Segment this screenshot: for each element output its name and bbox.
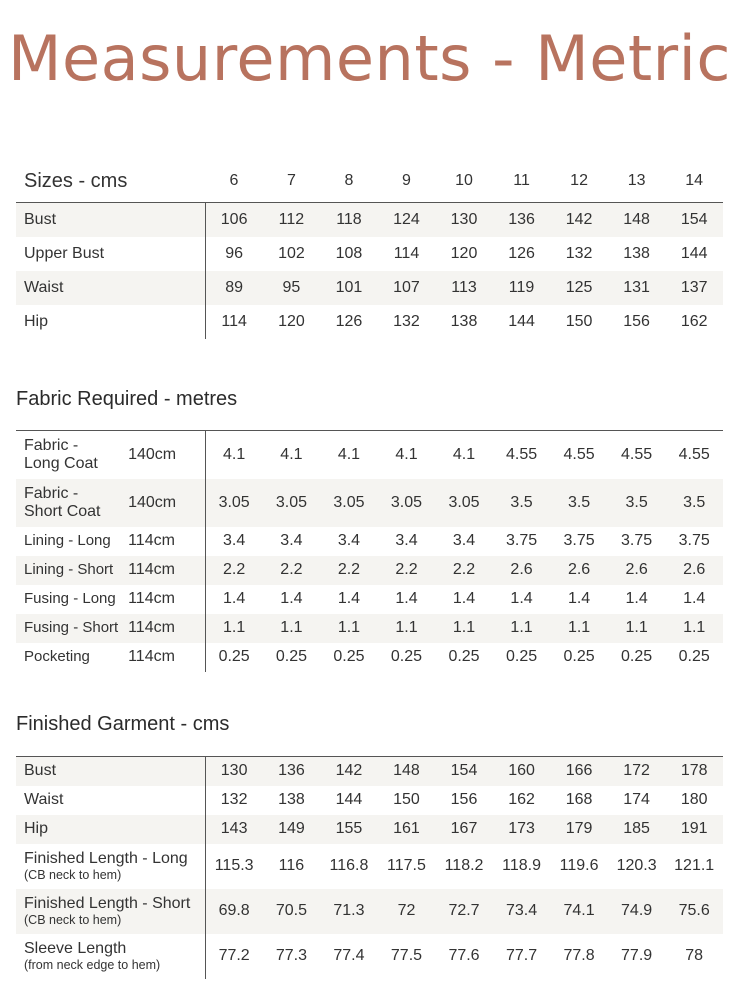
row-label-line2: Short Coat — [24, 502, 101, 520]
table-cell: 120 — [278, 312, 305, 330]
table-cell: 3.75 — [678, 532, 710, 549]
table-cell: 142 — [320, 757, 378, 786]
table-cell: 77.4 — [333, 947, 365, 964]
table-cell: 160 — [493, 757, 551, 786]
table-cell: 168 — [565, 791, 593, 808]
table-cell: 162 — [508, 791, 535, 808]
row-label — [16, 786, 205, 815]
table-cell: 73.4 — [493, 889, 551, 934]
table-cell: 136 — [493, 203, 551, 237]
row-label — [16, 479, 128, 527]
table-cell: 126 — [335, 312, 363, 330]
table-cell: 4.55 — [493, 431, 551, 479]
table-cell: 120.3 — [616, 857, 657, 874]
row-label-line1: Fusing - Short — [24, 619, 119, 636]
table-row — [16, 889, 723, 934]
table-cell: 3.5 — [665, 479, 723, 527]
table-cell: 96 — [225, 244, 244, 262]
row-label — [16, 431, 128, 479]
row-label-line1: Fabric - — [24, 484, 79, 502]
table-cell: 144 — [680, 244, 708, 262]
table-cell: 138 — [623, 244, 650, 262]
table-cell: 1.4 — [683, 590, 706, 607]
table-cell: 131 — [608, 271, 666, 305]
row-label-main: Finished Length - Long — [24, 849, 188, 867]
table-cell: 1.4 — [510, 590, 533, 607]
table-cell: 77.9 — [621, 947, 653, 964]
table-cell: 150 — [565, 312, 593, 330]
row-label-note: (CB neck to hem) — [24, 912, 122, 927]
table-cell: 77.2 — [218, 947, 250, 964]
table-cell: 2.2 — [435, 556, 493, 585]
table-cell: 3.4 — [223, 532, 246, 549]
table-cell: 70.5 — [263, 889, 321, 934]
table-cell: 162 — [680, 312, 708, 330]
row-label: Upper Bust — [16, 237, 205, 271]
row-label-line2: Long Coat — [24, 454, 98, 472]
table-row — [16, 479, 723, 527]
table-cell: 1.4 — [625, 590, 648, 607]
table-cell: 3.05 — [378, 479, 436, 527]
table-row — [16, 556, 723, 585]
table-row — [16, 585, 723, 614]
size-header: 13 — [627, 172, 646, 189]
table-cell: 132 — [393, 312, 420, 330]
row-label — [16, 757, 205, 786]
table-cell: 0.25 — [218, 648, 250, 665]
table-cell: 89 — [205, 271, 263, 305]
table-cell: 3.4 — [337, 532, 361, 549]
table-cell: 0.25 — [448, 648, 480, 665]
table-cell: 101 — [320, 271, 378, 305]
table-cell: 132 — [565, 244, 593, 262]
table-row — [16, 934, 723, 979]
table-cell: 3.05 — [263, 479, 321, 527]
table-row — [16, 757, 723, 786]
table-cell: 116.8 — [329, 857, 369, 874]
table-cell: 117.5 — [387, 857, 426, 874]
row-label-main: Finished Length - Short — [24, 894, 191, 912]
table-cell: 1.1 — [205, 614, 263, 643]
table-row — [16, 237, 723, 271]
table-cell: 161 — [378, 815, 436, 844]
table-cell: 1.4 — [337, 590, 361, 607]
table-cell: 77.3 — [275, 947, 307, 964]
table-cell: 77.8 — [563, 947, 595, 964]
body-measurements-table — [16, 160, 723, 339]
table-cell: 114 — [221, 312, 247, 330]
table-cell: 2.6 — [550, 556, 608, 585]
row-label — [16, 889, 205, 934]
fabric-required-table — [16, 430, 723, 672]
table-cell: 69.8 — [205, 889, 263, 934]
table-cell: 4.55 — [550, 431, 608, 479]
table-cell: 142 — [550, 203, 608, 237]
table-cell: 121.1 — [674, 857, 715, 874]
table-cell: 185 — [608, 815, 666, 844]
table-cell: 1.1 — [378, 614, 436, 643]
table-cell: 118 — [320, 203, 378, 237]
table-cell: 4.55 — [665, 431, 723, 479]
table-cell: 148 — [378, 757, 436, 786]
table-cell: 3.05 — [435, 479, 493, 527]
table-cell: 2.2 — [205, 556, 263, 585]
size-header: 12 — [570, 172, 588, 189]
table-row — [16, 815, 723, 844]
table-row — [16, 203, 723, 237]
table-cell: 167 — [435, 815, 493, 844]
table-cell: 149 — [263, 815, 321, 844]
table-cell: 126 — [508, 244, 535, 262]
table-cell: 1.4 — [395, 590, 418, 607]
finished-section-title: Finished Garment - cms — [16, 713, 230, 735]
fabric-width: 114cm — [128, 556, 205, 585]
table-cell: 0.25 — [333, 648, 365, 665]
fabric-width: 140cm — [128, 479, 205, 527]
table-cell: 95 — [263, 271, 321, 305]
table-cell: 172 — [608, 757, 666, 786]
table-cell: 119 — [493, 271, 551, 305]
size-header: 7 — [286, 172, 296, 189]
table-cell: 1.1 — [320, 614, 378, 643]
row-label-line1: Lining - Long — [24, 532, 111, 549]
fabric-section-title: Fabric Required - metres — [16, 388, 238, 410]
table-cell: 138 — [450, 312, 478, 330]
sizes-header-label: Sizes - cms — [24, 169, 128, 192]
table-cell: 115.3 — [214, 857, 254, 874]
table-cell: 72 — [378, 889, 436, 934]
table-cell: 116 — [278, 857, 305, 874]
table-cell: 3.5 — [608, 479, 666, 527]
fabric-width: 114cm — [128, 585, 205, 614]
size-header: 8 — [344, 172, 354, 189]
table-cell: 4.55 — [608, 431, 666, 479]
table-row — [16, 527, 723, 556]
table-cell: 118.9 — [502, 857, 541, 874]
row-label — [16, 934, 205, 979]
table-cell: 74.9 — [608, 889, 666, 934]
finished-garment-table — [16, 756, 723, 979]
row-label: Bust — [16, 203, 205, 237]
row-label-line1: Lining - Short — [24, 561, 114, 578]
table-cell: 4.1 — [263, 431, 321, 479]
row-label-line1: Pocketing — [24, 648, 90, 665]
table-cell: 113 — [435, 271, 493, 305]
table-cell: 3.4 — [280, 532, 303, 549]
table-cell: 155 — [320, 815, 378, 844]
table-cell: 130 — [435, 203, 493, 237]
table-cell: 74.1 — [550, 889, 608, 934]
table-cell: 156 — [623, 312, 650, 330]
size-header: 11 — [513, 172, 530, 189]
row-label-line1: Fusing - Long — [24, 590, 116, 607]
table-cell: 191 — [665, 815, 723, 844]
table-cell: 148 — [608, 203, 666, 237]
row-label — [16, 585, 128, 614]
table-cell: 124 — [378, 203, 436, 237]
table-cell: 2.2 — [263, 556, 321, 585]
table-cell: 174 — [623, 791, 650, 808]
table-cell: 2.6 — [493, 556, 551, 585]
table-cell: 108 — [335, 244, 363, 262]
size-header: 14 — [685, 172, 704, 189]
table-row — [16, 271, 723, 305]
table-cell: 136 — [263, 757, 321, 786]
row-label — [16, 815, 205, 844]
table-cell: 156 — [450, 791, 478, 808]
table-cell: 3.75 — [505, 532, 538, 549]
table-cell: 1.1 — [493, 614, 551, 643]
table-cell: 132 — [220, 791, 248, 808]
row-label-note: (from neck edge to hem) — [24, 957, 161, 972]
table-cell: 125 — [550, 271, 608, 305]
table-cell: 179 — [550, 815, 608, 844]
table-cell: 72.7 — [435, 889, 493, 934]
table-cell: 144 — [335, 791, 363, 808]
table-cell: 107 — [378, 271, 436, 305]
table-cell: 3.05 — [205, 479, 263, 527]
page-title: Measurements - Metric — [8, 22, 731, 95]
table-cell: 1.1 — [665, 614, 723, 643]
table-cell: 3.75 — [563, 532, 595, 549]
table-cell: 180 — [680, 791, 708, 808]
table-cell: 1.1 — [435, 614, 493, 643]
table-cell: 112 — [263, 203, 321, 237]
table-cell: 77.7 — [505, 947, 538, 964]
table-cell: 178 — [665, 757, 723, 786]
table-cell: 0.25 — [621, 648, 653, 665]
table-cell: 3.4 — [452, 532, 476, 549]
table-cell: 144 — [508, 312, 535, 330]
table-cell: 3.75 — [621, 532, 653, 549]
table-cell: 78 — [685, 947, 704, 964]
table-cell: 3.05 — [320, 479, 378, 527]
table-cell: 1.4 — [223, 590, 246, 607]
table-cell: 1.1 — [608, 614, 666, 643]
table-cell: 2.6 — [665, 556, 723, 585]
table-cell: 4.1 — [320, 431, 378, 479]
row-label — [16, 556, 128, 585]
table-cell: 4.1 — [435, 431, 493, 479]
table-cell: 154 — [665, 203, 723, 237]
sizes-header-row — [16, 160, 723, 203]
table-cell: 77.5 — [390, 947, 423, 964]
size-header: 10 — [455, 172, 473, 189]
table-row — [16, 786, 723, 815]
table-cell: 154 — [435, 757, 493, 786]
size-header: 9 — [402, 172, 411, 189]
table-cell: 77.6 — [448, 947, 480, 964]
fabric-width: 114cm — [128, 643, 205, 672]
table-cell: 2.2 — [320, 556, 378, 585]
row-label-note: (CB neck to hem) — [24, 867, 122, 882]
row-label — [16, 643, 128, 672]
table-cell: 120 — [450, 244, 478, 262]
size-header: 6 — [229, 172, 239, 189]
row-label: Waist — [16, 271, 205, 305]
table-cell: 1.1 — [550, 614, 608, 643]
table-cell: 3.5 — [550, 479, 608, 527]
row-label — [16, 844, 205, 889]
row-label — [16, 614, 128, 643]
row-label-main: Bust — [24, 762, 57, 780]
table-cell: 130 — [205, 757, 263, 786]
table-cell: 0.25 — [275, 648, 307, 665]
table-cell: 75.6 — [665, 889, 723, 934]
fabric-width: 114cm — [128, 527, 205, 556]
table-row — [16, 643, 723, 672]
row-label: Hip — [16, 305, 205, 339]
table-cell: 0.25 — [563, 648, 595, 665]
fabric-width: 140cm — [128, 431, 205, 479]
row-label — [16, 527, 128, 556]
table-cell: 0.25 — [678, 648, 710, 665]
row-label-main: Sleeve Length — [24, 939, 127, 957]
table-cell: 1.4 — [452, 590, 476, 607]
fabric-width: 114cm — [128, 614, 205, 643]
table-cell: 3.5 — [493, 479, 551, 527]
table-cell: 1.4 — [567, 590, 591, 607]
row-label-line1: Fabric - — [24, 436, 79, 454]
row-label-main: Hip — [24, 820, 49, 837]
table-cell: 118.2 — [444, 857, 484, 874]
table-cell: 4.1 — [378, 431, 436, 479]
table-cell: 143 — [205, 815, 263, 844]
table-cell: 137 — [665, 271, 723, 305]
table-cell: 2.2 — [378, 556, 436, 585]
table-row — [16, 614, 723, 643]
table-row — [16, 305, 723, 339]
table-cell: 1.1 — [263, 614, 321, 643]
table-row — [16, 844, 723, 889]
table-cell: 0.25 — [505, 648, 538, 665]
table-cell: 173 — [493, 815, 551, 844]
table-cell: 0.25 — [390, 648, 423, 665]
table-row — [16, 431, 723, 479]
table-cell: 102 — [278, 244, 305, 262]
row-label-main: Waist — [24, 791, 64, 808]
table-cell: 119.6 — [559, 857, 599, 874]
table-cell: 2.6 — [608, 556, 666, 585]
table-cell: 114 — [393, 244, 420, 262]
table-cell: 3.4 — [395, 532, 418, 549]
table-cell: 106 — [205, 203, 263, 237]
table-cell: 4.1 — [205, 431, 263, 479]
table-cell: 166 — [550, 757, 608, 786]
table-cell: 1.4 — [280, 590, 303, 607]
table-cell: 71.3 — [320, 889, 378, 934]
table-cell: 150 — [393, 791, 420, 808]
table-cell: 138 — [278, 791, 305, 808]
